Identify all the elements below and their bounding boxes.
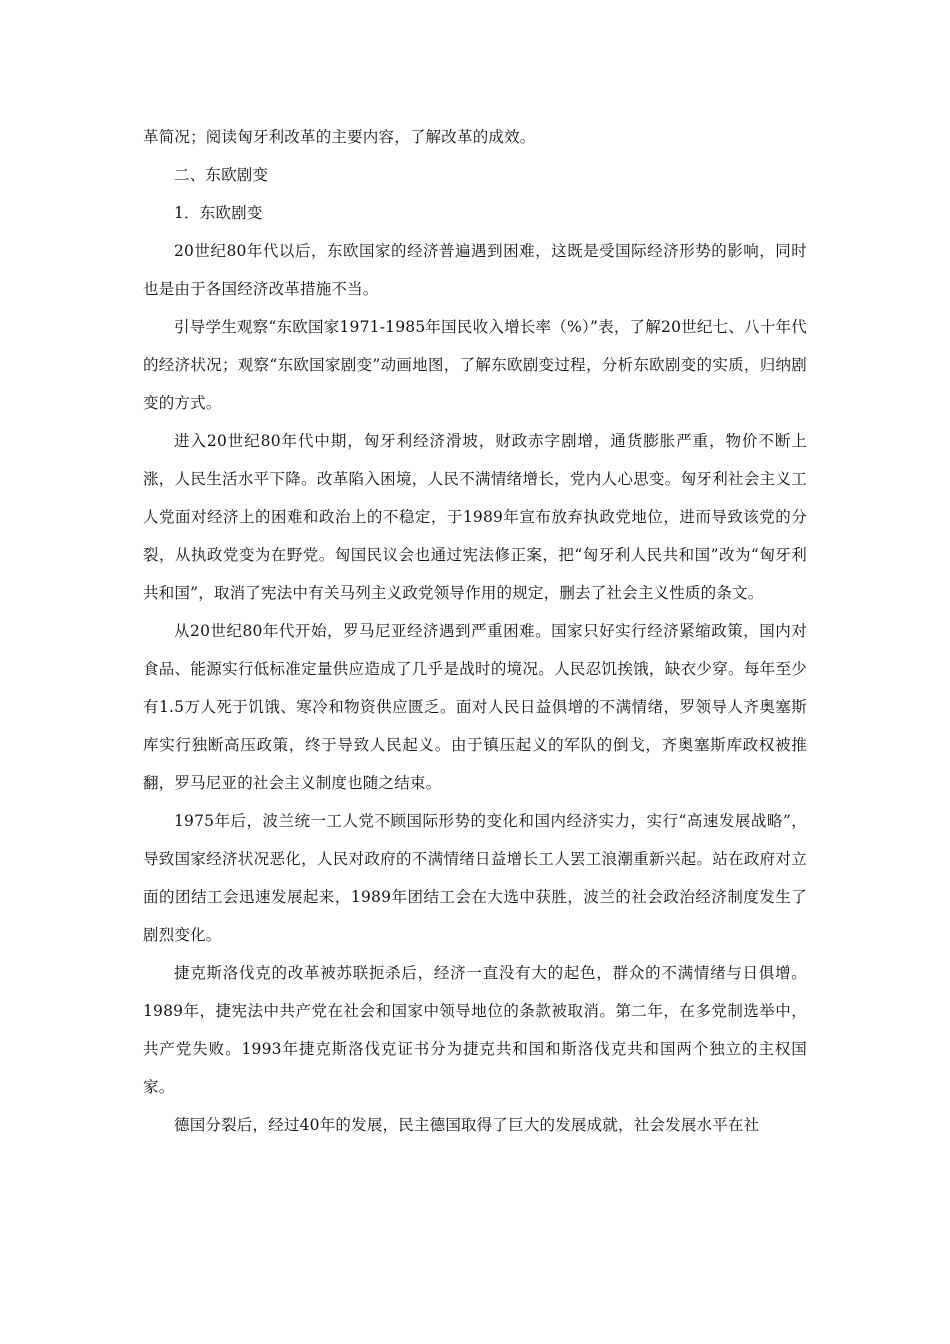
paragraph: 德国分裂后，经过40年的发展，民主德国取得了巨大的发展成就，社会发展水平在社 [174,1116,760,1134]
paragraph: 引导学生观察“东欧国家1971-1985年国民收入增长率（%）”表，了解20世纪七、八十年代的经济状况；观察“东欧国家剧变”动画地图，了解东欧剧变过程，分析东欧剧变的实质，归纳剧变的方式。 [143,318,807,412]
paragraph: 20世纪80年代以后，东欧国家的经济普遍遇到困难，这既是受国际经济形势的影响，同时也是由于各国经济改革措施不当。 [143,242,807,298]
paragraph-continuation: 革简况；阅读匈牙利改革的主要内容，了解改革的成效。 [143,128,536,146]
paragraph: 1975年后，波兰统一工人党不顾国际形势的变化和国内经济实力，实行“高速发展战略”，导致国家经济状况恶化，人民对政府的不满情绪日益增长工人罢工浪潮重新兴起。站在政府对立面的团结工会迅速发展起来，1989年团结工会在大选中获胜，波兰的社会政治经济制度发生了剧烈变化。 [143,812,807,944]
paragraph: 进入20世纪80年代中期，匈牙利经济滑坡，财政赤字剧增，通货膨胀严重，物价不断上涨，人民生活水平下降。改革陷入困境，人民不满情绪增长，党内人心思变。匈牙利社会主义工人党面对经济上的困难和政治上的不稳定，于1989年宣布放弃执政党地位，进而导致该党的分裂，从执政党变为在野党。匈国民议会也通过宪法修正案，把“匈牙利人民共和国”改为“匈牙利共和国”，取消了宪法中有关马列主义政党领导作用的规定，删去了社会主义性质的条文。 [143,432,807,602]
paragraph: 捷克斯洛伐克的改革被苏联扼杀后，经济一直没有大的起色，群众的不满情绪与日俱增。1989年，捷宪法中共产党在社会和国家中领导地位的条款被取消。第二年，在多党制选举中，共产党失败。1993年捷克斯洛伐克证书分为捷克共和国和斯洛伐克共和国两个独立的主权国家。 [143,964,807,1096]
subsection-heading: 1．东欧剧变 [174,204,263,222]
document-body [143,118,807,1144]
paragraph: 从20世纪80年代开始，罗马尼亚经济遇到严重困难。国家只好实行经济紧缩政策，国内对食品、能源实行低标准定量供应造成了几乎是战时的境况。人民忍饥挨饿，缺衣少穿。每年至少有1.5万人死于饥饿、寒冷和物资供应匮乏。面对人民日益俱增的不满情绪，罗领导人齐奥塞斯库实行独断高压政策，终于导致人民起义。由于镇压起义的军队的倒戈，齐奥塞斯库政权被推翻，罗马尼亚的社会主义制度也随之结束。 [143,622,807,792]
section-heading: 二、东欧剧变 [174,166,269,184]
